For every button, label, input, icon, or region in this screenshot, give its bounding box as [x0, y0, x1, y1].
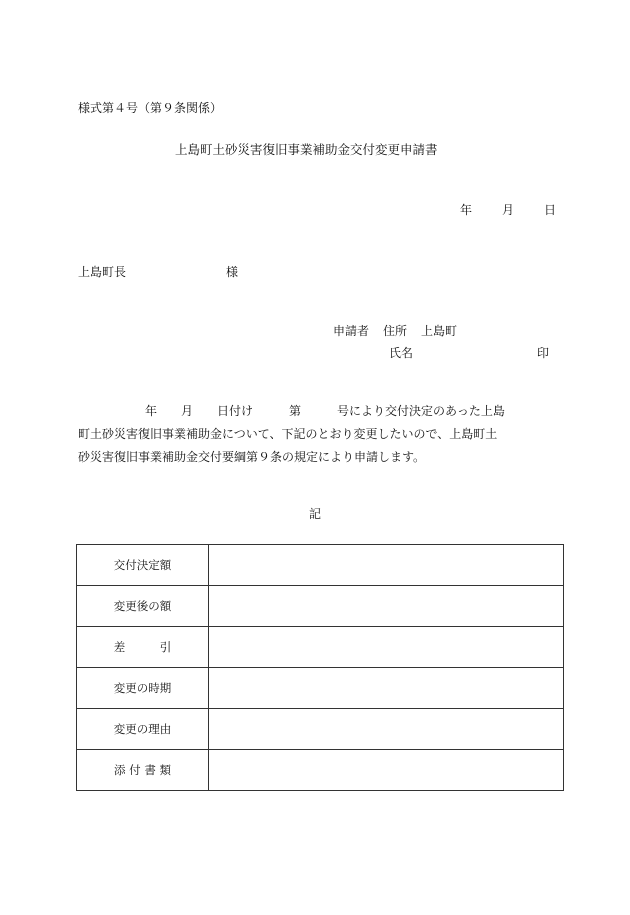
ki-heading: 記 [309, 507, 322, 521]
row-label: 添 付 書 類 [77, 750, 209, 791]
table-row [77, 668, 564, 709]
seal-mark: 印 [537, 346, 550, 360]
date-line [460, 202, 556, 218]
applicant-name-label: 氏名 [389, 346, 414, 360]
table-row [77, 586, 564, 627]
applicant-role: 申請者 [333, 324, 370, 338]
date-day-label: 日 [544, 203, 557, 217]
addressee [78, 264, 239, 280]
row-value-cell[interactable] [209, 750, 564, 791]
row-value-cell[interactable] [209, 709, 564, 750]
row-value-cell[interactable] [209, 545, 564, 586]
addressee-honorific: 様 [226, 265, 239, 279]
row-label: 変更の理由 [77, 709, 209, 750]
body-line-3: 砂災害復旧事業補助金交付要綱第９条の規定により申請します。 [78, 450, 426, 464]
address-value: 上島町 [421, 324, 458, 338]
addressee-name: 上島町長 [78, 265, 127, 279]
details-table [76, 544, 564, 791]
address-label: 住所 [383, 324, 408, 338]
body-line-2: 町土砂災害復旧事業補助金について、下記のとおり変更したいので、上島町土 [78, 427, 498, 441]
table-row [77, 627, 564, 668]
row-label: 変更の時期 [77, 668, 209, 709]
row-label: 変更後の額 [77, 586, 209, 627]
row-label: 交付決定額 [77, 545, 209, 586]
row-value-cell[interactable] [209, 627, 564, 668]
row-value-cell[interactable] [209, 586, 564, 627]
date-month-label: 月 [502, 203, 515, 217]
document-title: 上島町土砂災害復旧事業補助金交付変更申請書 [175, 142, 438, 157]
date-year-label: 年 [460, 203, 473, 217]
row-value-cell[interactable] [209, 668, 564, 709]
table-row [77, 545, 564, 586]
form-number: 様式第４号（第９条関係） [78, 101, 223, 115]
row-label: 差 引 [77, 627, 209, 668]
body-line-1: 年 月 日付け 第 号により交付決定のあった上島 [145, 404, 505, 418]
table-row [77, 750, 564, 791]
table-row [77, 709, 564, 750]
applicant-address-line [333, 323, 457, 339]
